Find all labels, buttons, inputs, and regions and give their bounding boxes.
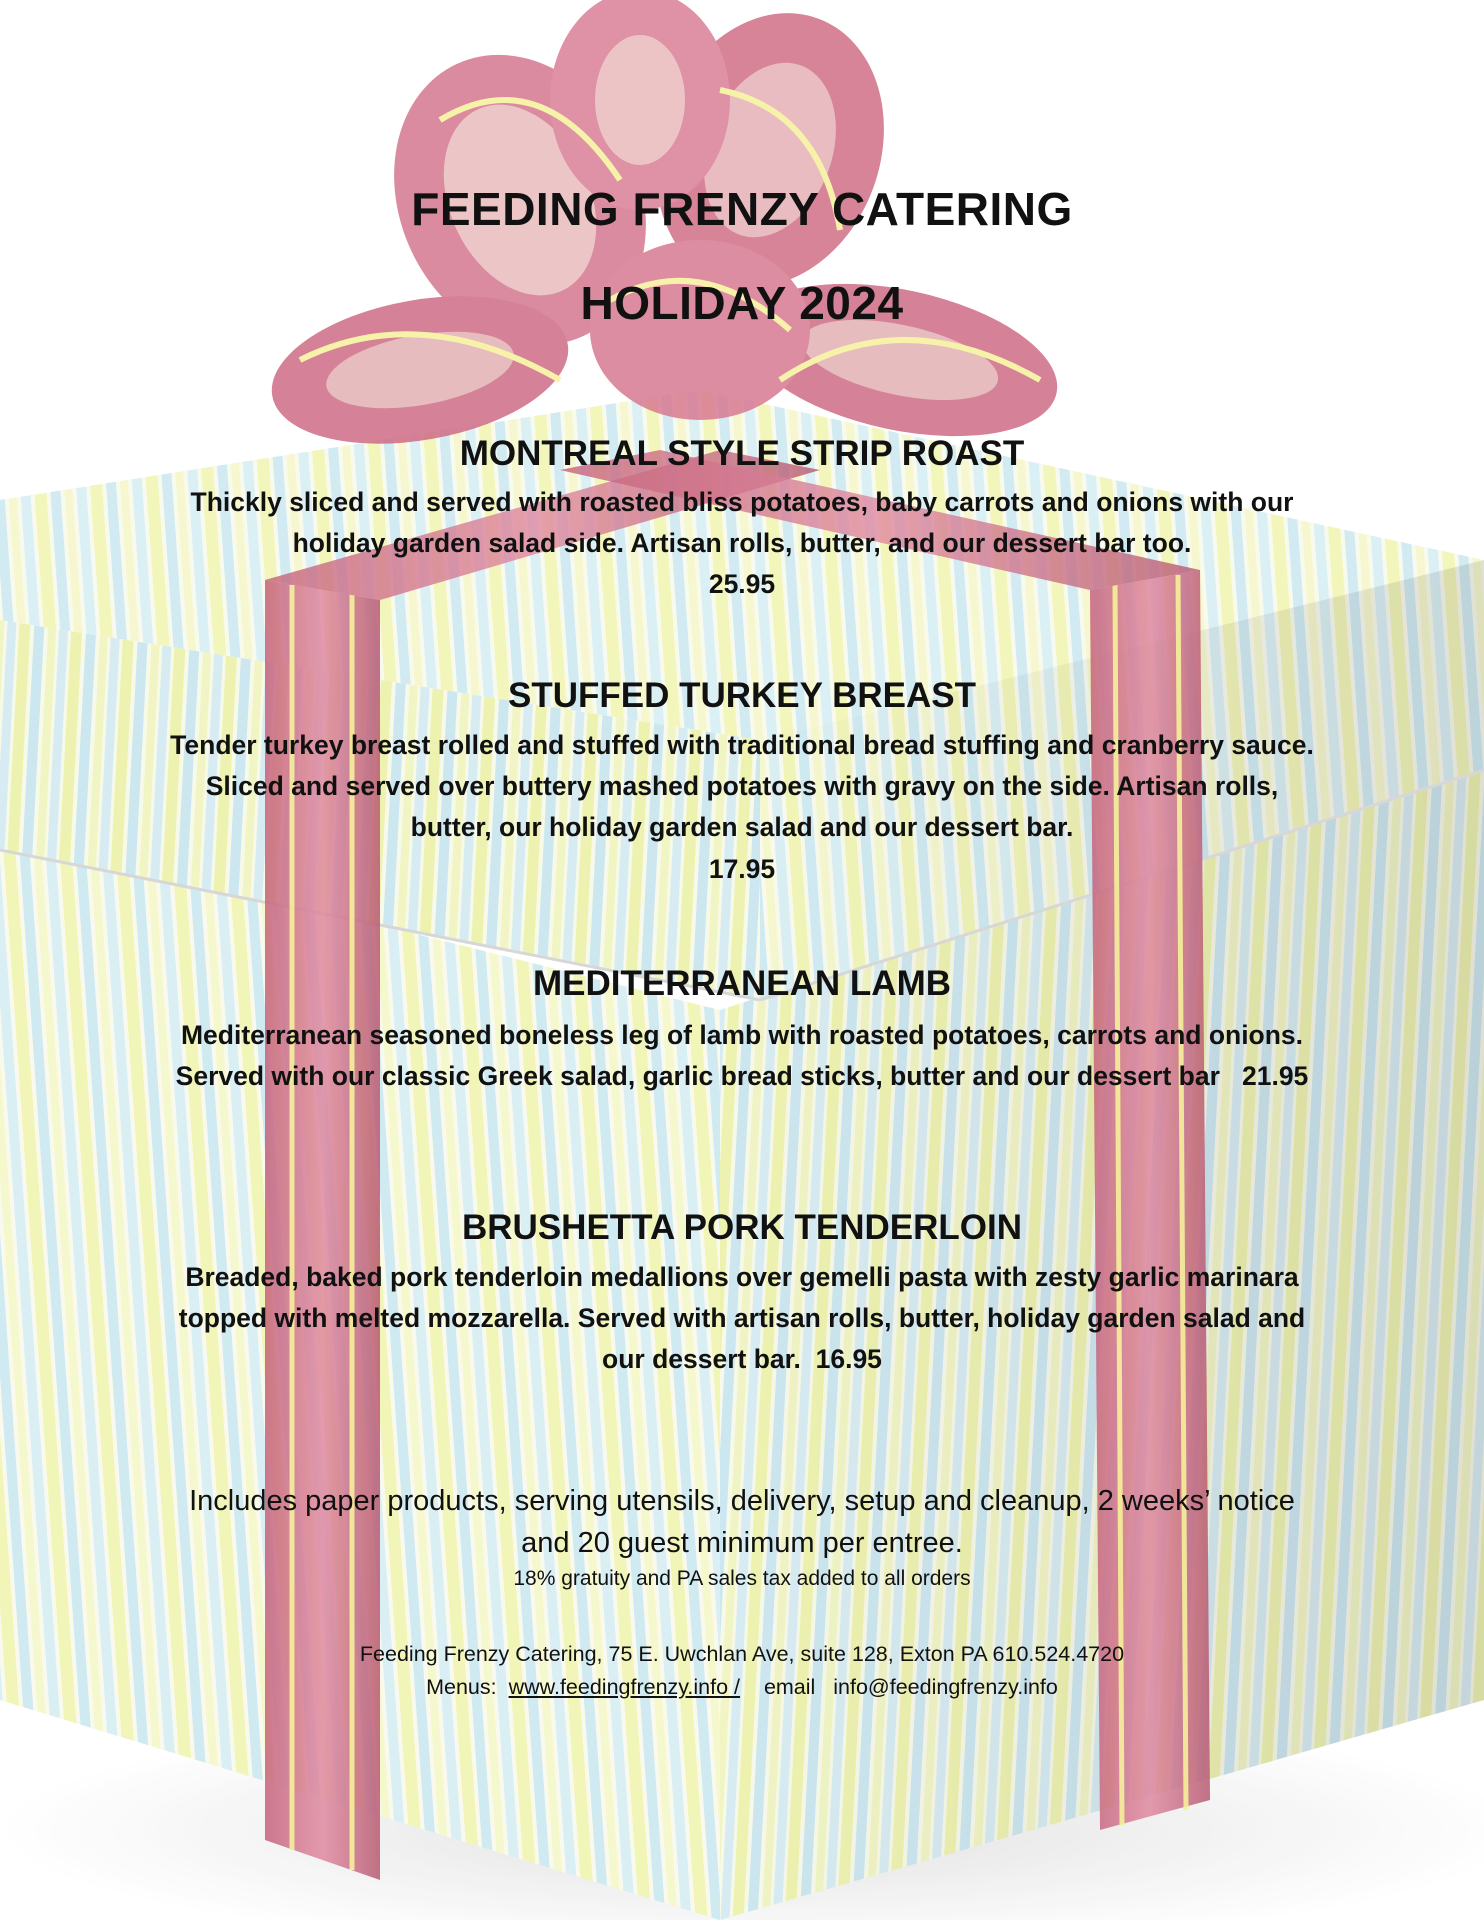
email-label: email: [763, 1675, 816, 1699]
footer-contact: [0, 1670, 1484, 1704]
footer-address: Feeding Frenzy Catering, 75 E. Uwchlan Ave, suite 128, Exton PA 610.524.4720: [359, 1642, 1125, 1666]
dish-description-text: Mediterranean seasoned boneless leg of lamb with roasted potatoes, carrots and onions. Served with our classic Greek salad, garlic bread sticks, butter and our dessert bar: [175, 1020, 1304, 1091]
dish-description: [167, 1015, 1317, 1097]
dish-description-text: Breaded, baked pork tenderloin medallions over gemelli pasta with zesty garlic marinara topped with melted mozzarella. Served with artisan rolls, butter, holiday garden salad and our dessert bar.: [178, 1262, 1306, 1374]
dish-price: 16.95: [815, 1344, 882, 1374]
dish-description: Tender turkey breast rolled and stuffed with traditional bread stuffing and cranberry sauce. Sliced and served over buttery mashed potatoes with gravy on the side. Artisan rolls, butter, our holiday garden salad and our dessert bar.: [170, 730, 1314, 842]
dish-name: MONTREAL STYLE STRIP ROAST: [459, 434, 1025, 473]
menus-label: Menus:: [426, 1675, 497, 1699]
email-link[interactable]: info@feedingfrenzy.info: [833, 1675, 1058, 1699]
includes-note: Includes paper products, serving utensils, delivery, setup and cleanup, 2 weeks’ notice and 20 guest minimum per entree.: [189, 1485, 1295, 1559]
dish-name: BRUSHETTA PORK TENDERLOIN: [462, 1208, 1022, 1247]
gratuity-note: 18% gratuity and PA sales tax added to all orders: [513, 1567, 971, 1590]
website-link[interactable]: www.feedingfrenzy.info /: [508, 1675, 741, 1699]
company-title: FEEDING FRENZY CATERING: [411, 183, 1073, 235]
dish-name: STUFFED TURKEY BREAST: [508, 676, 976, 715]
dish-price: 21.95: [1241, 1061, 1309, 1091]
dish-name: MEDITERRANEAN LAMB: [532, 964, 952, 1003]
dish-description: Thickly sliced and served with roasted bliss potatoes, baby carrots and onions with our holiday garden salad side. Artisan rolls, butter, and our dessert bar too.: [190, 487, 1294, 558]
dish-price: 17.95: [708, 854, 776, 884]
dish-price: 25.95: [708, 569, 776, 599]
season-title: HOLIDAY 2024: [580, 277, 904, 329]
dish-description: [167, 1257, 1317, 1380]
